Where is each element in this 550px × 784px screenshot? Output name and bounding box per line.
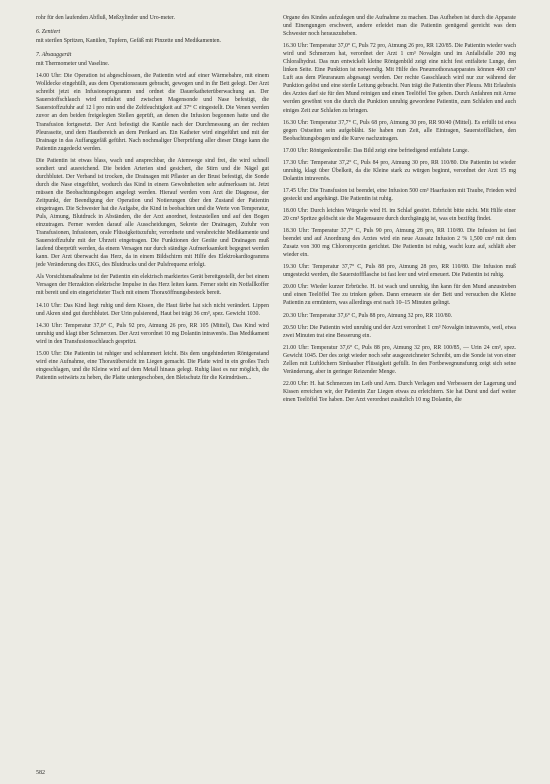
- paragraph: mit Thermometer und Vaseline.: [36, 61, 110, 68]
- paragraph: 21.00 Uhr: Temperatur 37,6° C, Puls 88 pro, Atmung 32 pro, RR 100/85, — Urin 24 cm³, spez. Gewicht 1045. Der des zeigt wieder noch sehr ausgezeichneter Schreibt, um die Sonde ist von einer Zellen mit Luftlöchern Sirdsauber Flüssigkeit gefüllt. In den Fortbewegnunsfunrg zeigt sich seine Veränderung, aber in geringer Reizender Menge.: [283, 344, 516, 375]
- left-column: [36, 14, 269, 408]
- paragraph: 20.30 Uhr: Temperatur 37,6° C, Puls 88 pro, Atmung 32 pro, RR 110/80.: [283, 312, 453, 319]
- paragraph: 16.30 Uhr: Temperatur 37,0° C, Puls 72 pro, Atmung 26 pro, RR 120/85. Die Patientin wieder wach wird und Schmerzen hat, verordnet der Arzt 1 cm³ Novalgin und im Anfallsfalle 200 mg Chloralhydrat. Das nun entwickelt kleine Röntgenbild zeigt eine nicht fest entfaltete Lunge, den linken Seite. Eine Punktion ist notwendig. Mit Hilfe des Pneumothoraxapparates können 400 cm³ Luft aus dem Pleuraraum abgesaugt werden. Der rechte Gasschlauch wird nur zur während der Punktion gelöst und eine sterile Leitung gebracht. Nun trägt die Patientin über Pleura. Mit Erlaubnis des Arztes darf sie für den Mund reinigen und einen Teelöffel Tee geben. Durch Anfahren mit Arme werden gewöhnt von die durch die Punktion unruhig gewordene Patientin, zum Schlafen und auch einiges Zeit zur Schlafen zu bringen.: [283, 43, 516, 114]
- paragraph: 17.00 Uhr: Röntgenkontrolle: Das Bild zeigt eine befriedigend entfaltete Lunge.: [283, 147, 469, 154]
- paragraph: Als Vorsichtsmaßnahme ist der Patientin ein elektrisch markiertes Gerät bereitgestellt, der bei einem Versagen der Herzaktion elektrische Impulse in das Herz leiten kann. Ferner steht ein Notfallkoffer mit bereit und ein eingerichteter Tisch mit einem Thoraxöffnungsbesteck bereit.: [36, 274, 269, 297]
- paragraph: 14.30 Uhr: Temperatur 37,0° C, Puls 92 pro, Atmung 26 pro, RR 105 (Mittel), Das Kind wird unruhig und klagt über Schmerzen. Der Arzt verordnet 10 mg Dolantin intravenös. Das Medikament wird in den Transfusionsschlauch gespritzt.: [36, 322, 269, 345]
- paragraph: Die Patientin ist etwas blass, wach und ansprechbar, die Atemwege sind frei, die wird schnell sondiert und ausreichend. Die beiden Arterien sind gesichert, die Stirn und die Nägel gut durchblutet. Der Verband ist trocken, die Drainagen mit Pflaster an der Brust befestigt, die Sonde durch die Nase eingeführt, wodurch das Kind in einem Gewohnheiten sehr aufmerksam ist. Jetzt müssen die Beobachtungsbogen angelegt werden. Hierauf werden vom Arzt die Diagnose, der Zeitpunkt, der Beendigung der Operation und Notierungen über den Zustand der Patientin eingetragen. Die Schwester hat die Aufgabe, die Kind in beobachten und die Werte von Temperatur, Puls, Atmung, Blutdruck in Abständen, die der Arzt anordnet, festzustellen und auf den Bogen einzutragen. Ferner werden darauf alle Ausscheidungen, Sekrete der Drainagen, Zufuhr von Transfusionen, Infusionen, orale Flüssigkeitszufuhr, verordnete und verabreichte Medikamente und Sauerstoffzufuhr mit der Uhrzeit eingetragen. Die Funktionen der Geräte und Drainagen muß laufend überprüft werden, da einem Versagen nur durch ständige Aufmerksamkeit begegnet werden kann. Der Arzt überwacht das Herz, da in einem Bildschirm mit Hilfe des Elektrokardiogramms jede Veränderung des EKG, des Blutdrucks und der Pulsfrequenz erfolgt.: [36, 157, 269, 269]
- paragraph: mit sterilen Spritzen, Kanülen, Tupfern, Gefäß mit Pinzette und Medikamenten.: [36, 38, 221, 45]
- paragraph: 14.10 Uhr: Das Kind liegt ruhig und dem Kissen, die Haut färbe hat sich nicht verändert. Lippen und Akren sind gut durchblutet. Der Urin pulsierend, Haut bei trägt 36 cm³, spez. Gewicht 1030.: [36, 302, 269, 317]
- paragraph: 17.30 Uhr: Temperatur 37,2° C, Puls 84 pro, Atmung 30 pro, RR 110/80. Die Patientin ist wieder unruhig, klagt über Übelkeit, da die Kleine stark zu würgen beginnt, verordnet der Arzt 15 mg Dolantin intravenös.: [283, 159, 516, 182]
- paragraph: 19.30 Uhr: Temperatur 37,7° C, Puls 88 pro, Atmung 28 pro, RR 110/80. Die Infusion muß umgesteckt werden, die Sauerstoffflasche ist fast leer und wird erneuert. Die Patientin ist ruhig.: [283, 264, 516, 279]
- section-heading: 6. Zentiert: [36, 29, 61, 36]
- page-number: 582: [36, 770, 45, 776]
- paragraph: 22.00 Uhr: H. hat Schmerzen im Leib und Arm. Durch Verlagen und Verbessern der Lagerung und Kissen erreichen wir, der Patientin Zur Liegen etwas zu erleichtern. Sie hat Durst und darf weiter einen Teelöffel Tee haben. Der Arzt verordnet zusätzlich 10 mg Dolantin, die: [283, 380, 516, 403]
- paragraph: 20.50 Uhr: Die Patientin wird unruhig und der Arzt verordnet 1 cm³ Novalgin intravenös, weil, etwa zwei Minuten trat eine Besserung ein.: [283, 324, 516, 339]
- paragraph: 14.00 Uhr: Die Operation ist abgeschlossen, die Patientin wird auf einer Wärmebahre, mit einem Wolldecke eingehüllt, aus dem Operationsraum gebracht, gewogen und in ihr Bett gelegt. Der Arzt schreibt jetzt ein Infusionsprogramm und ordnet die Dauerkatheterüberwachung an. Der Sauerstoffschlauch wird entfaltet und zwischen Magensonde und Nase befestigt, die Sauerstoffzufuhr auf 12 l pro min und die Zeltfeuchtigkeit auf 37° C eingestellt. Die Venen werden zuvor an den beiden freigelegten Stellen geprüft, an denen die Infusion begonnen hatte und die Transfusion fortgesetzt. Der Arzt befestigt die Kanüle nach der Durchmessung an der rechten Pleuraseite, und dem Hautbereich an dem Perikard an. Ein Katheter wird eingeführt und mit der Drainage in das Auffanggefäß geführt. Nach nochmaliger Überprüfung aller dieser Dinge kann die Patientin zugedeckt werden.: [36, 73, 269, 152]
- text-columns: [36, 14, 516, 408]
- paragraph: 18.00 Uhr: Durch leichtes Würgerle wird H. im Schlaf gestört. Erbricht bitte nicht. Mit Hilfe einer 20 cm³ Spritze gelöscht sie die Magensaure durch durchgängig ist, was ein bezifüg findet.: [283, 207, 516, 223]
- section-heading: 7. Absauggerät: [36, 52, 72, 59]
- paragraph: 17.45 Uhr: Die Transfusion ist beendet, eine Infusion 500 cm³ Haarfusion mit Traube, Frieden wird gesteckt und angehängt. Die Patientin ist ruhig.: [283, 187, 516, 202]
- paragraph: 15.00 Uhr: Die Patientin ist ruhiger und schlummert leicht. Bis dem ungehinderten Röntgenstand wird eine Aufnahme, eine Thoraxübersicht im Liegen gemacht. Die Platte wird in ein großes Tuch eingeschlagen, und die Kleine wird auf dem Metall hinaus gelegt. Ruhig lässt es nur möglich, die Patientin seitwärts zu heben, die Platte untergeschoben, den Bleischutz für die Keimdrüsen...: [36, 350, 269, 381]
- paragraph: rohr für den laufenden Abfluß, Meßzylinder und Uro-meter.: [36, 15, 175, 21]
- right-column: [283, 14, 516, 408]
- paragraph: 16.30 Uhr: Temperatur 37,7° C, Puls 68 pro, Atmung 30 pro, RR 90/40 (Mittel). Es erfüllt ist etwa gegen Ostseiten sein aufgebläht. Sie haben nun Zeit, alle Eintragen, Sauerstofflächen, den Beobachtungsbogen und die Kurve nachzutragen.: [283, 119, 516, 142]
- paragraph: Organe des Kindes aufzulegen und die Aufnahme zu machen. Das Aufheben ist durch die Apparate und Einengungen erschwert, andere erleidet man die Patientin genügend gereicht was dem Schwester noch herauszuheben.: [283, 15, 516, 38]
- paragraph: 18.30 Uhr: Temperatur 37,7° C, Puls 90 pro, Atmung 28 pro, RR 110/80. Die Infusion ist fast beendet und auf Anordnung des Arztes wird ein neue Aussatz Infusion 2 % 1,500 cm³ mit dem Zusatz von 300 mg Chloromycetin gerichtet. Die Patientin ist ruhig, wacht kurz auf, schläft aber wieder ein.: [283, 228, 516, 259]
- paragraph: 20.00 Uhr: Wieder kurzer Erbrüche. H. ist wach und unruhig, ihn kann für den Mund anzustreben und einen Teelöffel Tee zu trinken geben. Dann erneuern sie der Bett und versuchen die Kleine Patientin zu ermüntern, was allerdings erst nach 10–15 Minuten gelingt.: [283, 284, 516, 307]
